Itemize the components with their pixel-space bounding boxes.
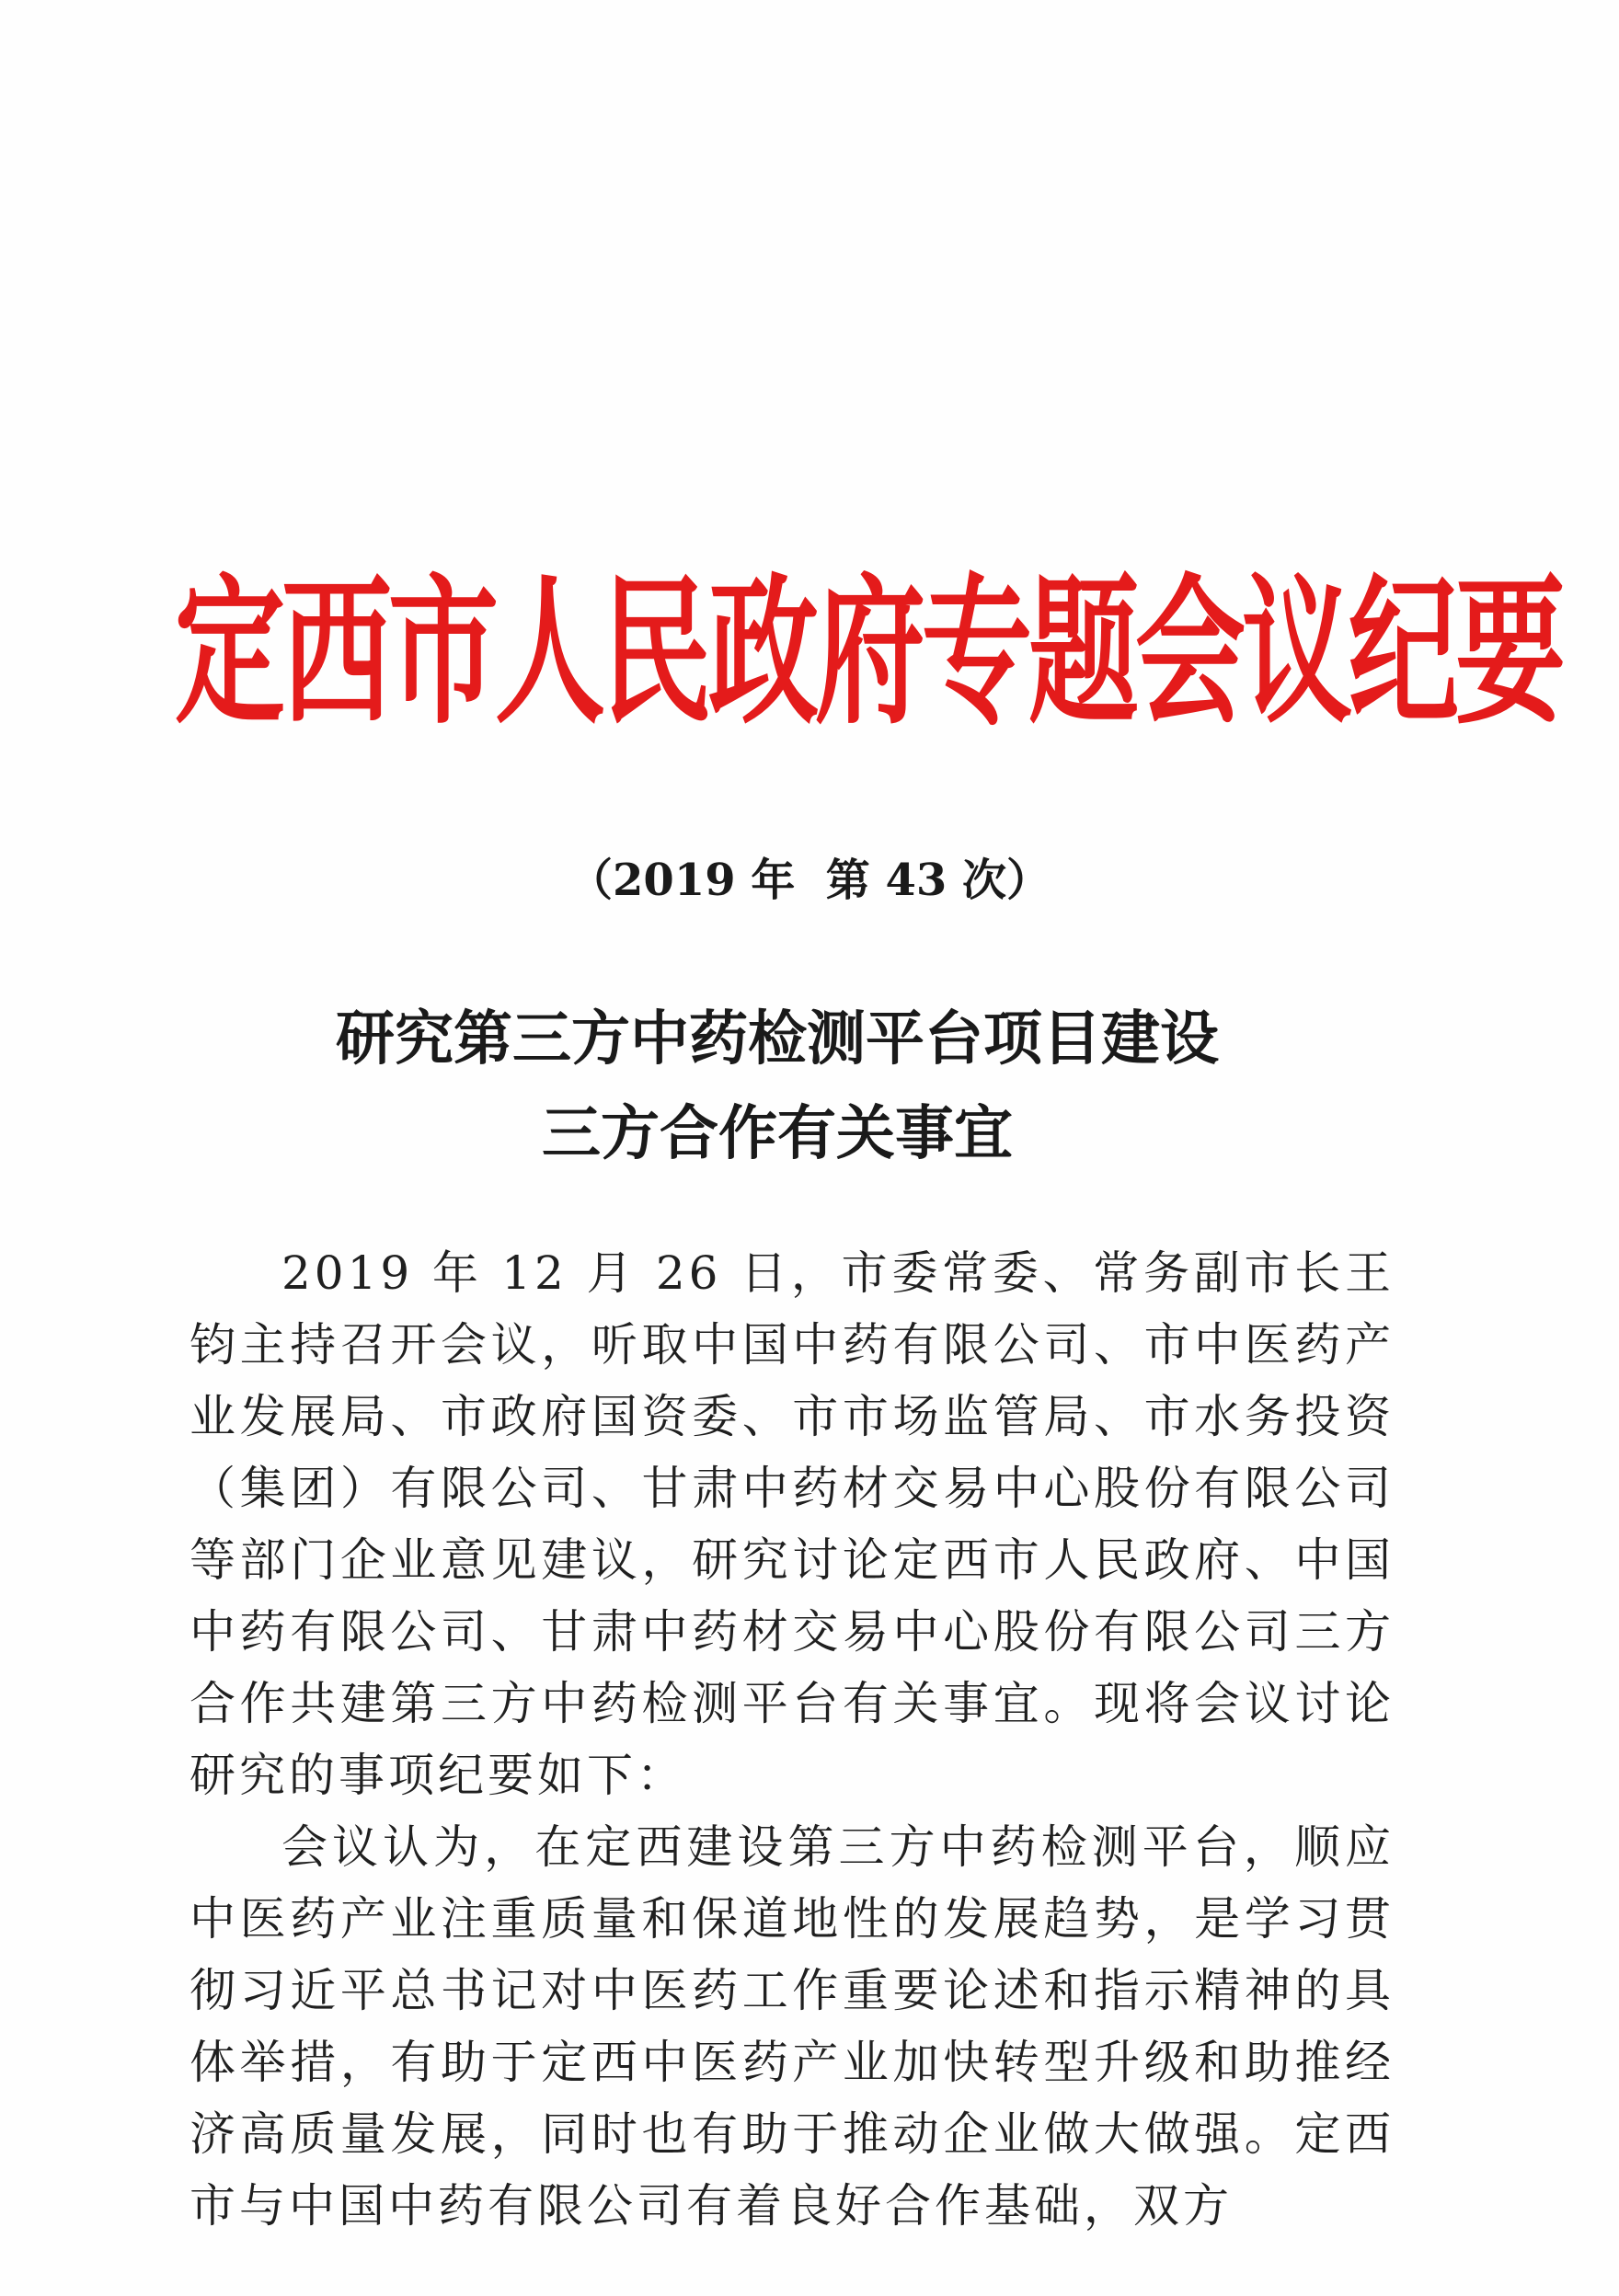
body-paragraph-2: 会议认为，在定西建设第三方中药检测平台，顺应中医药产业注重质量和保道地性的发展趋势，是学习贯彻习近平总书记对中医药工作重要论述和指示精神的具体举措，有助于定西中医药产业加快转型升级和助推经济高质量发展，同时也有助于推动企业做大做强。定西市与中国中药有限公司有着良好合作基础，双方 <box>189 1820 1395 2233</box>
subject-title-line-1: 研究第三方中药检测平台项目建设 <box>336 1004 1219 1073</box>
issue-number: （2019 年 第 43 次） <box>568 855 1051 906</box>
document-masthead: 定西市人民政府专题会议纪要 <box>175 558 1562 747</box>
subject-title-line-2: 三方合作有关事宜 <box>542 1099 1013 1168</box>
body-paragraph-1: 2019 年 12 月 26 日，市委常委、常务副市长王钧主持召开会议，听取中国中药有限公司、市中医药产业发展局、市政府国资委、市市场监管局、市水务投资（集团）有限公司、甘肃中药材交易中心股份有限公司等部门企业意见建议，研究讨论定西市人民政府、中国中药有限公司、甘肃中药材交易中心股份有限公司三方合作共建第三方中药检测平台有关事宜。现将会议讨论研究的事项纪要如下： <box>189 1246 1395 1802</box>
body-text <box>189 1237 1395 2233</box>
